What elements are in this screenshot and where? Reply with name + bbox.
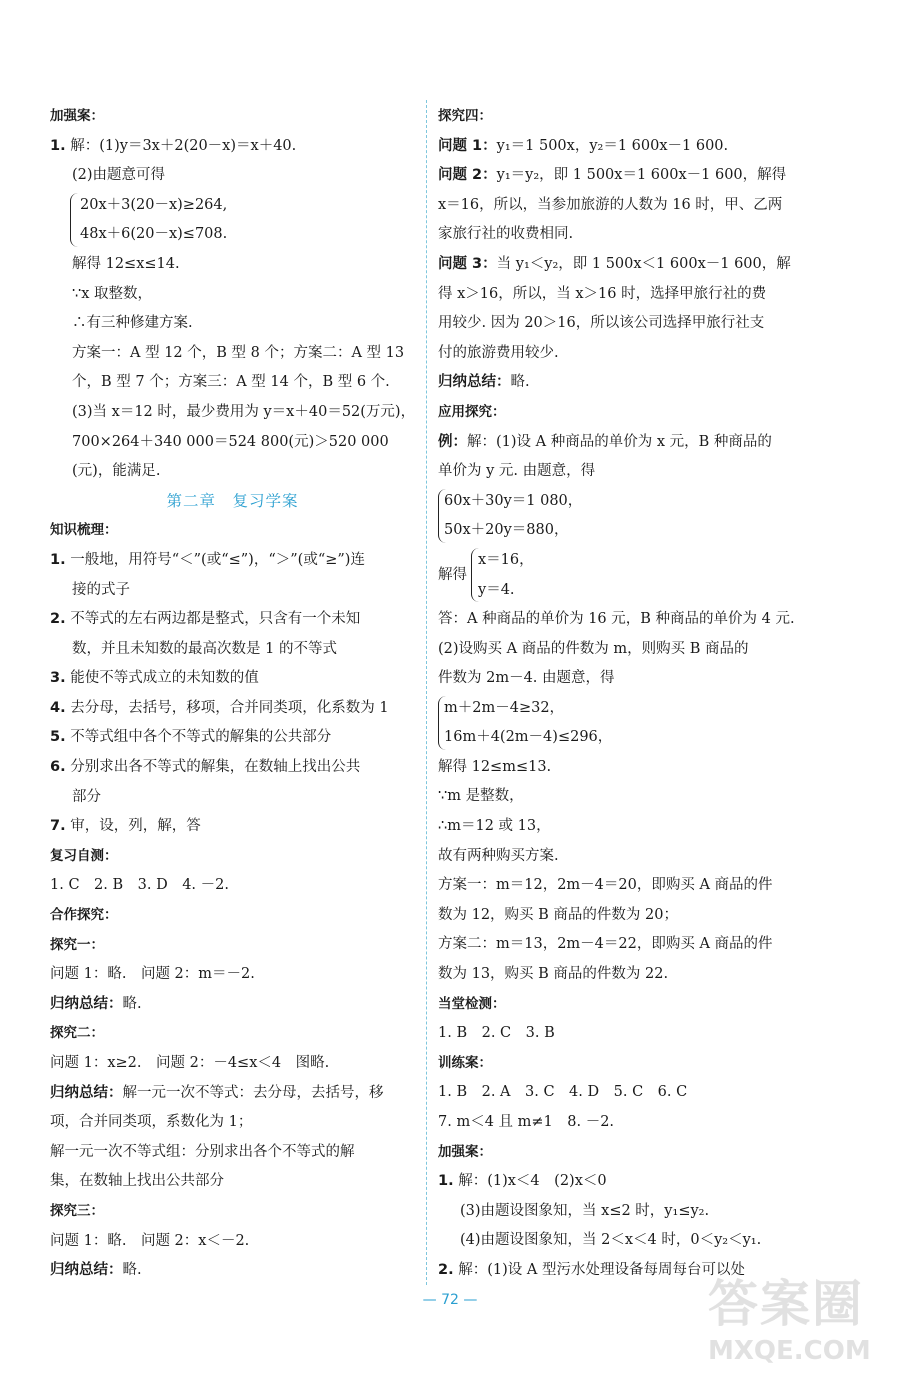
answer-line: (3)当 x＝12 时，最少费用为 y＝x＋40＝52(万元)， [72,403,416,420]
answer-line: 数为 12，购买 B 商品的件数为 20； [438,906,678,923]
answer-line: 归纳总结：略. [50,995,142,1012]
answer-line: 用较少. 因为 20＞16，所以该公司选择甲旅行社支 [438,315,765,332]
answer-line: 集，在数轴上找出公共部分 [50,1173,224,1190]
answer-line: 件数为 2m－4. 由题意，得 [438,670,615,687]
answer-line: 方案一：A 型 12 个，B 型 8 个；方案二：A 型 13 [72,344,405,361]
heading-fuxi: 复习自测： [50,847,118,864]
answer-line: ∵x 取整数， [72,285,153,302]
answer-line: 答：A 种商品的单价为 16 元，B 种商品的单价为 4 元. [438,610,795,627]
answer-line: 归纳总结：解一元一次不等式：去分母，去括号，移 [50,1084,384,1101]
answer-line: (2)由题意可得 [72,167,166,184]
answer-line: (2)设购买 A 商品的件数为 m，则购买 B 商品的 [438,640,749,657]
answer-line: ∵m 是整数， [438,788,524,805]
answer-line: 7. 审，设，列，解，答 [50,818,201,835]
answer-line: (4)由题设图象知，当 2＜x＜4 时，0＜y₂＜y₁. [460,1232,762,1249]
answer-line: 付的旅游费用较少. [438,344,559,361]
answer-line: 5. 不等式组中各个不等式的解集的公共部分 [50,729,332,746]
answer-line: x＝16，所以，当参加旅游的人数为 16 时，甲、乙两 [438,196,783,213]
inequality-system: m＋2m－4≥32， 16m＋4(2m－4)≤296， [438,694,810,753]
answer-line: 单价为 y 元. 由题意，得 [438,463,596,480]
answer-line: 得 x＞16，所以，当 x＞16 时，选择甲旅行社的费 [438,285,767,302]
answer-line: 个，B 型 7 个；方案三：A 型 14 个，B 型 6 个. [72,374,390,391]
heading-tanjiu-2: 探究二： [50,1025,104,1042]
heading-tanjiu-4: 探究四： [438,108,492,124]
answer-line: (3)由题设图象知，当 x≤2 时，y₁≤y₂. [460,1202,710,1219]
heading-xunlian: 训练案： [438,1054,492,1071]
answer-line: 解得 12≤x≤14. [72,255,180,272]
answer-line: 方案二：m＝13，2m－4＝22，即购买 A 商品的件 [438,936,773,953]
answer-line: 解一元一次不等式组：分别求出各个不等式的解 [50,1143,355,1160]
answer-line: 1. B 2. A 3. C 4. D 5. C 6. C [438,1084,688,1101]
answer-line: ∴有三种修建方案. [72,315,193,332]
answer-line: 接的式子 [72,581,130,598]
equation-system: 60x＋30y＝1 080， 50x＋20y＝880， [438,487,810,546]
answer-line: 4. 去分母，去括号，移项，合并同类项，化系数为 1 [50,699,389,716]
answer-line: 问题 1：略. 问题 2：x＜－2. [50,1232,250,1249]
answer-line: 1. 解：(1)x＜4 (2)x＜0 [438,1173,607,1190]
left-column [50,102,415,1286]
solution-system: 解得 x＝16， y＝4. [438,546,810,605]
answer-line: 故有两种购买方案. [438,847,559,864]
heading-jiaqiang-2: 加强案： [438,1143,492,1160]
answer-line: 1. C 2. B 3. D 4. －2. [50,877,229,894]
heading-jiaqiang: 加强案： [50,108,104,124]
answer-line: 3. 能使不等式成立的未知数的值 [50,670,259,687]
answer-line: 归纳总结：略. [50,1262,142,1279]
answer-line: 项，合并同类项，系数化为 1； [50,1114,253,1131]
answer-line: 数为 13，购买 B 商品的件数为 22. [438,966,669,983]
watermark-top: 答案圈 [708,1275,864,1333]
heading-tanjiu-3: 探究三： [50,1202,104,1219]
heading-tanjiu-1: 探究一： [50,936,104,953]
heading-zhishi: 知识梳理： [50,522,118,539]
answer-line: 部分 [72,788,101,805]
answer-line: ∴m＝12 或 13， [438,818,551,835]
answer-line: 1. 一般地，用符号“＜”(或“≤”)，“＞”(或“≥”)连 [50,551,365,568]
answer-line: 归纳总结：略. [438,374,530,391]
answer-line: 2. 不等式的左右两边都是整式，只含有一个未知 [50,611,361,628]
answer-line: 解得 12≤m≤13. [438,758,552,775]
heading-hezuo: 合作探究： [50,907,118,924]
answer-line: 问题 2：y₁＝y₂，即 1 500x＝1 600x－1 600，解得 [438,167,787,184]
answer-line: 700×264＋340 000＝524 800(元)＞520 000 [72,433,389,450]
inequality-system: 20x＋3(20－x)≥264, 48x＋6(20－x)≤708. [50,191,415,250]
answer-line: 问题 3：当 y₁＜y₂，即 1 500x＜1 600x－1 600，解 [438,255,791,272]
answer-line: 6. 分别求出各不等式的解集，在数轴上找出公共 [50,759,361,776]
watermark-bottom: MXQE.COM [708,1336,871,1366]
answer-line: 1. B 2. C 3. B [438,1025,555,1042]
answer-line: 方案一：m＝12，2m－4＝20，即购买 A 商品的件 [438,877,773,894]
answer-line: 1. 解：(1)y＝3x＋2(20－x)＝x＋40. [50,137,297,154]
answer-line: 数，并且未知数的最高次数是 1 的不等式 [72,640,337,657]
chapter-title: 第二章 复习学案 [166,491,299,510]
right-column [438,102,810,1286]
answer-line: 问题 1：略. 问题 2：m＝－2. [50,966,255,983]
answer-line: 问题 1：y₁＝1 500x，y₂＝1 600x－1 600. [438,137,729,154]
answer-line: 2. 解：(1)设 A 型污水处理设备每周每台可以处 [438,1261,745,1278]
heading-dangtang: 当堂检测： [438,995,506,1012]
answer-line: 7. m＜4 且 m≠1 8. －2. [438,1114,615,1130]
answer-line: 家旅行社的收费相同. [438,226,574,243]
answer-line: (元)，能满足. [72,463,161,480]
page-number: — 72 — [422,1292,478,1308]
watermark-logo [708,1274,888,1384]
column-divider [426,100,427,1285]
answer-line: 问题 1：x≥2. 问题 2：－4≤x＜4 图略. [50,1055,330,1071]
heading-yingyong: 应用探究： [438,403,506,420]
answer-line: 例：解：(1)设 A 种商品的单价为 x 元，B 种商品的 [438,433,772,450]
